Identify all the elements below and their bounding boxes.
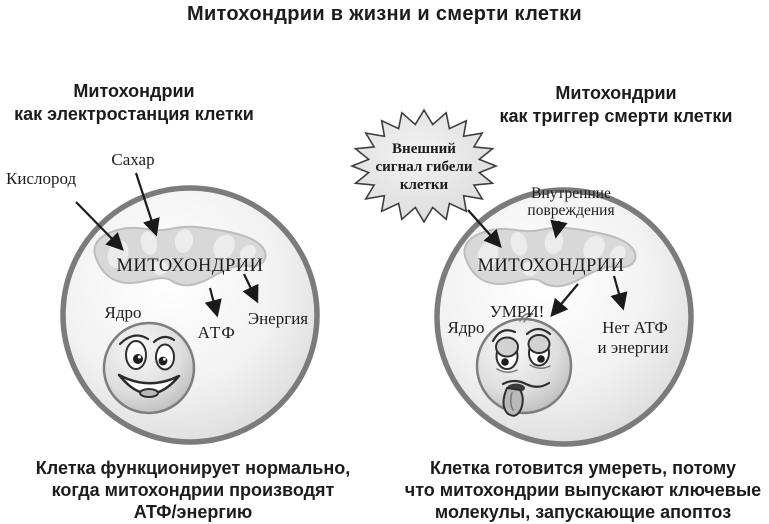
internal-damage-label-line1: Внутренние [531,185,611,202]
sugar-label: Сахар [111,150,155,169]
left-header-line1: Митохондрии [73,81,195,101]
left-nucleus-label: Ядро [104,303,142,322]
left-cell [6,150,317,442]
happy-nucleus-face-icon [104,323,194,413]
left-caption-line1: Клетка функционирует нормально, [35,458,351,478]
no-atp-label-line1: Нет АТФ [602,318,668,337]
right-panel-caption [396,457,769,523]
left-panel-header [3,80,265,126]
no-atp-label-line2: и энергии [597,338,669,357]
right-caption-line2: что митохондрии выпускают ключевые [404,480,762,500]
right-caption-line3: молекулы, запускающие апоптоз [434,502,732,522]
right-nucleus-label: Ядро [447,318,485,337]
right-cell [437,185,691,444]
right-header-line1: Митохондрии [555,83,677,103]
right-caption-line1: Клетка готовится умереть, потому [430,458,736,478]
right-mitochondria-label: МИТОХОНДРИИ [477,256,625,276]
internal-damage-label-line2: повреждения [527,202,615,219]
starburst-label-line2: сигнал гибели [375,159,473,175]
starburst-label-line3: клетки [399,177,449,193]
atp-label: АТФ [197,323,237,342]
left-panel-caption [16,457,370,523]
energy-label: Энергия [247,309,309,328]
right-header-line2: как триггер смерти клетки [499,106,733,126]
left-caption-line2: когда митохондрии производят [51,480,335,500]
starburst-label-line1: Внешний [392,141,456,157]
die-label: УМРИ! [489,302,545,321]
right-panel-header [486,82,746,128]
left-mitochondria-label: МИТОХОНДРИИ [116,256,264,276]
left-caption-line3: АТФ/энергию [133,502,253,522]
page-title: Митохондрии в жизни и смерти клетки [186,3,583,25]
oxygen-label: Кислород [6,169,77,188]
death-signal-starburst-icon [352,110,496,222]
left-header-line2: как электростанция клетки [14,104,254,124]
